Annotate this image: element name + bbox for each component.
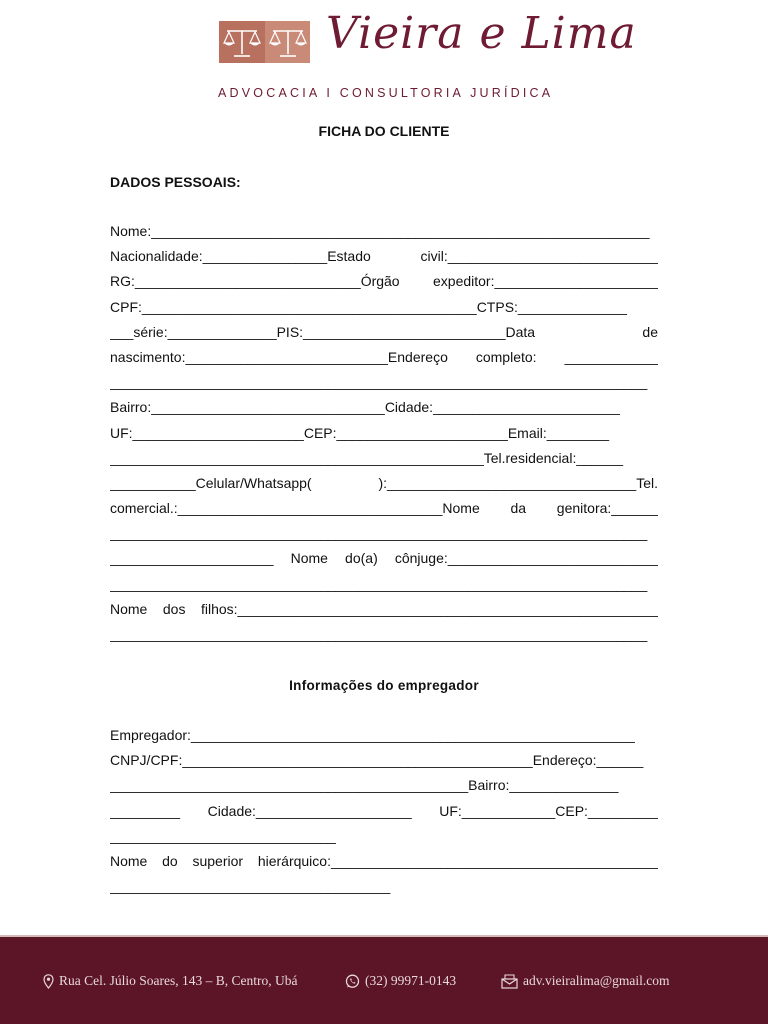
form-line[interactable]: ______________________________________________Bairro:______________ [110, 777, 619, 794]
form-line[interactable]: _____________________ Nome do(a) cônjuge:___________________________ [110, 550, 658, 567]
form-line[interactable]: Bairro:______________________________Cidade:________________________ [110, 399, 620, 416]
form-line[interactable]: nascimento:__________________________Endereço completo: ____________ [110, 348, 658, 365]
footer-phone [345, 973, 456, 989]
scales-icon [265, 21, 311, 63]
form-line[interactable]: _____________________________________________________________________ [110, 374, 648, 391]
footer-email [501, 973, 670, 989]
form-line[interactable]: _________ Cidade:____________________ UF:____________CEP:_________ [110, 802, 658, 819]
logo-left-panel [219, 21, 265, 63]
logo [219, 21, 310, 63]
letterhead [0, 0, 768, 110]
form-line[interactable]: _____________________________________________________________________ [110, 525, 648, 542]
form-line[interactable]: UF:______________________CEP:______________________Email:________ [110, 424, 610, 441]
address-text: Rua Cel. Júlio Soares, 143 – B, Centro, Ubá [59, 973, 298, 988]
form-line[interactable]: Empregador:_________________________________________________________ [110, 727, 635, 743]
scales-icon [219, 21, 265, 63]
form-line[interactable]: Nacionalidade:________________Estado civil:___________________________ [110, 248, 658, 265]
form-line[interactable]: comercial.:__________________________________Nome da genitora:______ [110, 500, 658, 517]
employer-data-fields [110, 723, 658, 899]
form-line[interactable]: ___________Celular/Whatsapp( ):________________________________Tel. [110, 474, 658, 491]
form-line[interactable]: ____________________________________ [110, 878, 391, 895]
phone-text[interactable]: (32) 99971-0143 [365, 973, 457, 988]
form-line[interactable]: CNPJ/CPF:_____________________________________________Endereço:______ [110, 752, 644, 769]
form-line[interactable]: ___série:______________PIS:__________________________Data de [110, 323, 658, 340]
employer-section-heading: Informações do empregador [289, 678, 479, 693]
form-line[interactable]: RG:_____________________________Órgão expeditor:_____________________ [110, 273, 658, 290]
form-line[interactable]: _____________________________________________________________________ [110, 575, 648, 592]
mail-icon [501, 974, 518, 989]
brand-name: Vieira e Lima [326, 8, 637, 59]
document-title: FICHA DO CLIENTE [318, 123, 450, 139]
form-line[interactable]: Nome:________________________________________________________________ [110, 223, 650, 239]
footer [0, 935, 768, 1024]
personal-section-heading: DADOS PESSOAIS: [110, 174, 241, 190]
email-text[interactable]: adv.vieiralima@gmail.com [523, 973, 670, 988]
form-line[interactable]: CPF:___________________________________________CTPS:______________ [110, 298, 627, 315]
form-line[interactable]: Nome do superior hierárquico:__________________________________________ [110, 852, 658, 869]
form-line[interactable]: ________________________________________________Tel.residencial:______ [110, 449, 624, 466]
whatsapp-icon [345, 974, 360, 989]
brand-tagline: ADVOCACIA I CONSULTORIA JURÍDICA [218, 86, 554, 100]
form-line[interactable]: _____________________________ [110, 827, 336, 844]
form-line[interactable]: _____________________________________________________________________ [110, 626, 648, 642]
location-pin-icon [43, 974, 54, 989]
personal-data-fields [110, 219, 658, 647]
logo-right-panel [265, 21, 311, 63]
footer-address [43, 973, 297, 989]
form-line[interactable]: Nome dos filhos:______________________________________________________ [110, 600, 658, 617]
